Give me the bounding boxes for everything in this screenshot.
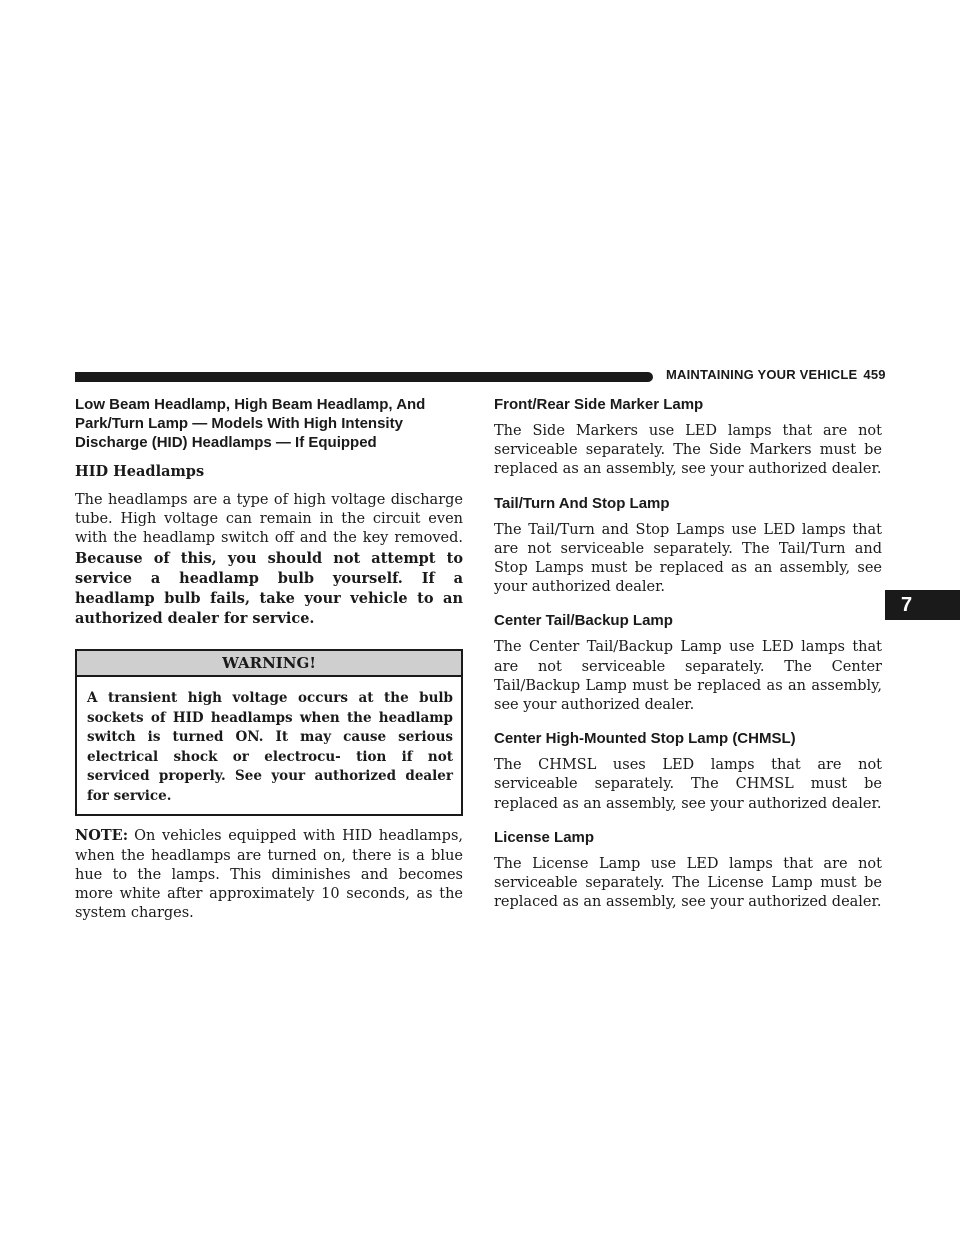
text-center-tail-backup: The Center Tail/Backup Lamp use LED lamps that are not serviceable separately. The Center Tail/Backup Lamp must be replaced as an assembly, see your authorized dealer. xyxy=(494,639,882,714)
heading-chmsl: Center High-Mounted Stop Lamp (CHMSL) xyxy=(494,730,796,748)
note-label: NOTE: xyxy=(75,827,129,845)
hid-paragraph-bold: Because of this, you should not attempt to service a headlamp bulb yourself. If a headlamp bulb fails, take your vehicle to an authorized dealer for service. xyxy=(75,549,463,628)
running-header xyxy=(666,367,896,382)
heading-tail-turn-stop: Tail/Turn And Stop Lamp xyxy=(494,494,670,512)
heading-side-marker: Front/Rear Side Marker Lamp xyxy=(494,396,704,413)
note-text: On vehicles equipped with HID headlamps, when the headlamps are turned on, there is a blue hue to the lamps. This diminishes and becomes more white after approximately 10 seconds, as the system charges. xyxy=(75,828,463,922)
text-chmsl: The CHMSL uses LED lamps that are not serviceable separately. The CHMSL must be replaced as an assembly, see your authorized dealer. xyxy=(494,757,882,812)
subheading-hid-headlamps: HID Headlamps xyxy=(75,463,205,480)
note-paragraph xyxy=(75,826,463,923)
page-number: 459 xyxy=(863,367,886,382)
section-heading-hid: Low Beam Headlamp, High Beam Headlamp, And Park/Turn Lamp — Models With High Intensity Discharge (HID) Headlamps — If Equipped xyxy=(75,396,426,451)
chapter-number: 7 xyxy=(901,593,913,616)
hid-paragraph xyxy=(75,491,463,629)
header-rule xyxy=(75,372,653,382)
text-side-marker: The Side Markers use LED lamps that are not serviceable separately. The Side Markers must be replaced as an assembly, see your authorized dealer. xyxy=(494,423,882,478)
section-title: MAINTAINING YOUR VEHICLE xyxy=(666,367,858,382)
chapter-tab xyxy=(885,590,960,620)
warning-box xyxy=(75,649,463,816)
right-column xyxy=(494,395,882,926)
left-column xyxy=(75,395,463,935)
warning-text: A transient high voltage occurs at the bulb sockets of HID headlamps when the headlamp switch is turned ON. It may cause serious electrical shock or electrocu- tion if not serviced properly. See your authorized dealer for service. xyxy=(87,690,453,804)
heading-center-tail-backup: Center Tail/Backup Lamp xyxy=(494,612,673,630)
text-license-lamp: The License Lamp use LED lamps that are not serviceable separately. The License Lamp must be replaced as an assembly, see your authorized dealer. xyxy=(494,855,882,911)
hid-paragraph-text: The headlamps are a type of high voltage discharge tube. High voltage can remain in the circuit even with the headlamp switch off and the key removed. xyxy=(75,492,463,547)
heading-license-lamp: License Lamp xyxy=(494,828,595,846)
text-tail-turn-stop: The Tail/Turn and Stop Lamps use LED lamps that are not serviceable separately. The Tail/Turn and Stop Lamps must be replaced as an assembly, see your authorized dealer. xyxy=(494,521,882,596)
warning-title: WARNING! xyxy=(77,651,461,677)
